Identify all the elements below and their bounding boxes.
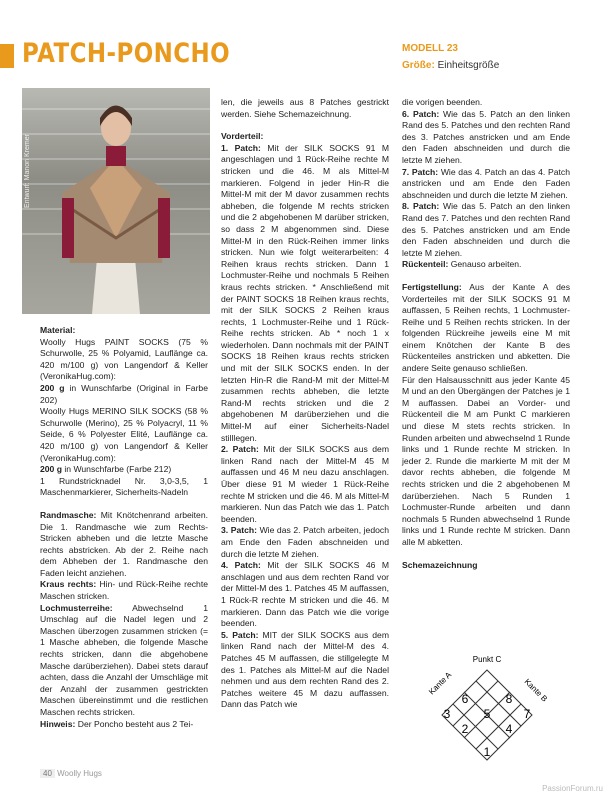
paragraph (221, 444, 389, 525)
schema-diagram (402, 650, 582, 770)
paragraph (40, 406, 208, 464)
paragraph (40, 476, 208, 499)
paragraph-text: Der Poncho besteht aus 2 Tei- (75, 718, 194, 729)
paragraph-heading: 8. Patch: (402, 201, 440, 212)
paragraph (40, 719, 208, 731)
paragraph (402, 282, 570, 375)
paragraph-heading: Material: (40, 325, 76, 335)
paragraph-heading: 4. Patch: (221, 560, 261, 571)
model-number: MODELL 23 (402, 43, 458, 54)
paragraph (402, 201, 570, 259)
paragraph-text: Mit der SILK SOCKS 91 M angeschlagen und 1 Rück-Reihe rechte M stricken und die 46. M als Mittel-M markieren. Folgend in jeder Hin-R die Mittel-M mit der M davor zusammen rechts abheben, die folgende M rechts stricken und die 2 abgehobenen M darüber stricken, so dass 2 M abgenommen sind. Diese Mittel-M in den Rück-Reihen immer links stricken. Nun wie folgt weiterarbeiten: 4 Reihen kraus rechts stricken. Dann 1 Lochmuster-Reihe und nochmals 5 Reihen kraus rechts stricken. * Anschließend mit der PAINT SOCKS 18 Reihen kraus rechts, mit der SILK SOCKS 2 Reihen kraus rechts, 1 Lochmuster-Reihe und 1 Rück-Reihe rechts stricken. Ab * noch 1 x wiederholen. Dann nochmals mit der PAINT SOCKS 18 Reihen kraus rechts stricken und mit der SILK SOCKS enden. In der letzten Hin-R die Rand-M mit der Mittel-M zusammen rechts abheben, die letzte Rand-M rechts stricken und die 2 abgehobenen M darüberziehen und die Mittel-M auf einer Sicherheits-Nadel stilllegen. (221, 142, 389, 443)
paragraph-heading: Lochmusterreihe: (40, 602, 113, 613)
paragraph-heading: Hinweis: (40, 718, 76, 729)
paragraph (40, 325, 208, 337)
paragraph (40, 579, 208, 602)
paragraph-heading: 200 g (40, 464, 62, 475)
footer (40, 769, 102, 778)
column-3 (402, 97, 570, 571)
paragraph-text: Für den Halsausschnitt aus jeder Kante 45 M und an den Übergängen der Patches je 1 M auffassen. Dabei an Vorder- und Rückenteil die M am Punkt C markieren und diese M stets rechts stricken. In Runden arbeiten und abwechselnd 1 Runde links und 1 Runde rechte M stricken. In jeder 2. Runde die markierte M mit der M davor rechts abheben, die folgende M rechts stricken und die 2 abgehobenen M darüberziehen. Nach 5 Runden 1 Lochmuster-Runde arbeiten und dann nochmals 5 Runden abwechselnd 1 Runde links und 1 Runde rechte M stricken. Dann alle M abketten. (402, 374, 570, 547)
paragraph-heading: Schemazeichnung (402, 559, 478, 570)
model-illustration (22, 88, 210, 314)
paragraph-text: die vorigen beenden. (402, 97, 483, 107)
paragraph (402, 560, 570, 572)
paragraph-heading: 200 g (40, 382, 65, 393)
patch-6: 6 (461, 692, 469, 706)
paragraph-heading: Rückenteil: (402, 259, 449, 270)
model-photo (22, 88, 210, 314)
paragraph-heading: 2. Patch: (221, 444, 259, 455)
column-2 (221, 97, 389, 711)
paragraph (402, 97, 570, 109)
patch-5: 5 (483, 707, 491, 721)
watermark: PassionForum.ru (542, 784, 603, 793)
paragraph (402, 109, 570, 167)
paragraph-heading: 5. Patch: (221, 629, 259, 640)
paragraph (221, 143, 389, 444)
paragraph (221, 630, 389, 711)
paragraph-text: Wie das 2. Patch arbeiten, jedoch am Ende den Faden abschneiden und durch die letzte M ziehen. (221, 525, 389, 559)
paragraph (40, 510, 208, 580)
paragraph (40, 603, 208, 719)
paragraph-text: len, die jeweils aus 8 Patches gestrickt werden. Siehe Schemazeichnung. (221, 97, 389, 119)
paragraph-text: Wie das 5. Patch an den linken Rand des 5. Patches und den rechten Rand des 3. Patches anstricken und am Ende den Faden abschneiden und durch die letzte M ziehen. (402, 108, 570, 165)
photo-credit: Entwurf: Manon Kremer (24, 134, 31, 208)
size-label: Größe: (402, 60, 435, 71)
paragraph-text: Mit Knötchenrand arbeiten. Die 1. Randmasche wie zum Rechts-Stricken abheben und die letzte Masche rechts abstricken. Ab der 2. Reihe nach dem Abheben der 1. Randmasche den Faden leicht anziehen. (40, 509, 208, 578)
paragraph-text: in Wunschfarbe (Original in Farbe 202) (40, 382, 208, 405)
title-accent-bar (0, 44, 14, 68)
paragraph-heading: 3. Patch: (221, 525, 257, 536)
kante-b-label: Kante B (522, 677, 550, 704)
paragraph-heading: Vorderteil: (221, 131, 264, 142)
paragraph (402, 375, 570, 549)
paragraph (40, 383, 208, 406)
column-1 (40, 325, 208, 730)
paragraph-heading: 7. Patch: (402, 166, 439, 177)
paragraph-text: Abwechselnd 1 Umschlag auf die Nadel legen und 2 Maschen überzogen zusammen stricken (= 1 Masche abheben, die folgende Masche rechts stricken, dann die abgehobene Masche darüberziehen). Dabei stets darauf achten, dass die Anzahl der Umschläge mit der Anzahl der zusammen gestrickten Maschen übereinstimmt und die restlichen Maschen rechts stricken. (40, 602, 208, 717)
paragraph-heading: Fertigstellung: (402, 281, 462, 292)
patch-2: 2 (461, 722, 469, 736)
paragraph-text: Woolly Hugs MERINO SILK SOCKS (58 % Schurwolle (Merino), 25 % Polyacryl, 11 % Seide, 6 % Polyester Elité, Lauflänge ca. 420 m/100 g) von Langendorf & Keller (VeronikaHug.com): (40, 406, 208, 463)
patch-1: 1 (483, 745, 491, 759)
patch-7: 7 (523, 707, 531, 721)
page-title: PATCH-PONCHO (22, 38, 231, 69)
paragraph-text: Mit der SILK SOCKS 46 M anschlagen und aus dem rechten Rand vor der Mittel-M des 1. Patches 45 M auffassen, 1 Rück-R rechte M stricken und die 46. M markieren. Dann das Patch wie die vorige beenden. (221, 560, 389, 629)
patch-4: 4 (505, 722, 513, 736)
punkt-c-label: Punkt C (472, 655, 502, 664)
paragraph-heading: Randmasche: (40, 509, 97, 520)
paragraph-text: Wie das 5. Patch an den linken Rand des 7. Patches und den rechten Rand des 5. Patches anstricken und am Ende den Faden abschneiden und durch die letzte M ziehen. (402, 201, 570, 258)
paragraph (221, 560, 389, 630)
paragraph-text: Wie das 4. Patch an das 4. Patch anstricken und am Ende den Faden abschneiden und durch die letzte M ziehen. (402, 166, 570, 200)
paragraph-text: Woolly Hugs PAINT SOCKS (75 % Schurwolle, 25 % Polyamid, Lauflänge ca. 420 m/100 g) von Langendorf & Keller (VeronikaHug.com): (40, 336, 208, 382)
paragraph (221, 525, 389, 560)
size-value: Einheitsgröße (437, 60, 500, 71)
size-line (402, 60, 499, 71)
paragraph (221, 131, 389, 143)
paragraph (40, 337, 208, 383)
magazine-name: Woolly Hugs (57, 769, 102, 778)
paragraph-text: Genauso arbeiten. (448, 259, 522, 270)
paragraph-text: MIT der SILK SOCKS aus dem linken Rand nach der Mittel-M des 4. Patches 45 M auffassen, die stillgelegte M des 1. Patches als Mittel-M auf die Nadel nehmen und aus dem rechten Rand des 2. Patches weitere 45 M dazu auffassen. Dann das Patch wie (221, 629, 389, 710)
paragraph (221, 97, 389, 120)
paragraph-text: Mit der SILK SOCKS aus dem linken Rand nach der Mittel-M 45 M auffassen und 46 M neu dazu anschlagen. Über diese 91 M wieder 1 Rück-Reihe rechte M stricken und die 46. M als Mittel-M markieren. Nun das Patch wie das 1. Patch beenden. (221, 444, 389, 524)
kante-a-label: Kante A (427, 670, 454, 697)
paragraph-text: Hin- und Rück-Reihe rechte Maschen stricken. (40, 579, 208, 602)
patch-3: 3 (443, 707, 451, 721)
paragraph (402, 259, 570, 271)
paragraph-heading: 6. Patch: (402, 108, 440, 119)
paragraph-heading: Kraus rechts: (40, 579, 97, 590)
paragraph-text: 1 Rundstricknadel Nr. 3,0-3,5, 1 Maschenmarkierer, Sicherheits-Nadeln (40, 475, 208, 498)
paragraph-text: in Wunschfarbe (Farbe 212) (61, 464, 172, 475)
paragraph (40, 464, 208, 476)
paragraph (402, 167, 570, 202)
paragraph-heading: 1. Patch: (221, 142, 261, 153)
paragraph-text: Aus der Kante A des Vorderteiles mit der SILK SOCKS 91 M auffassen, 5 Reihen rechts, 1 Lochmuster-Reihe und 5 Reihen rechts stricken. In der folgenden Rückreihe jeweils eine M mit einem Knötchen der Kante B des Rückenteiles anstricken und abketten. Die andere Seite genauso schließen. (402, 281, 570, 374)
page-number: 40 (40, 769, 55, 778)
patch-8: 8 (505, 692, 513, 706)
